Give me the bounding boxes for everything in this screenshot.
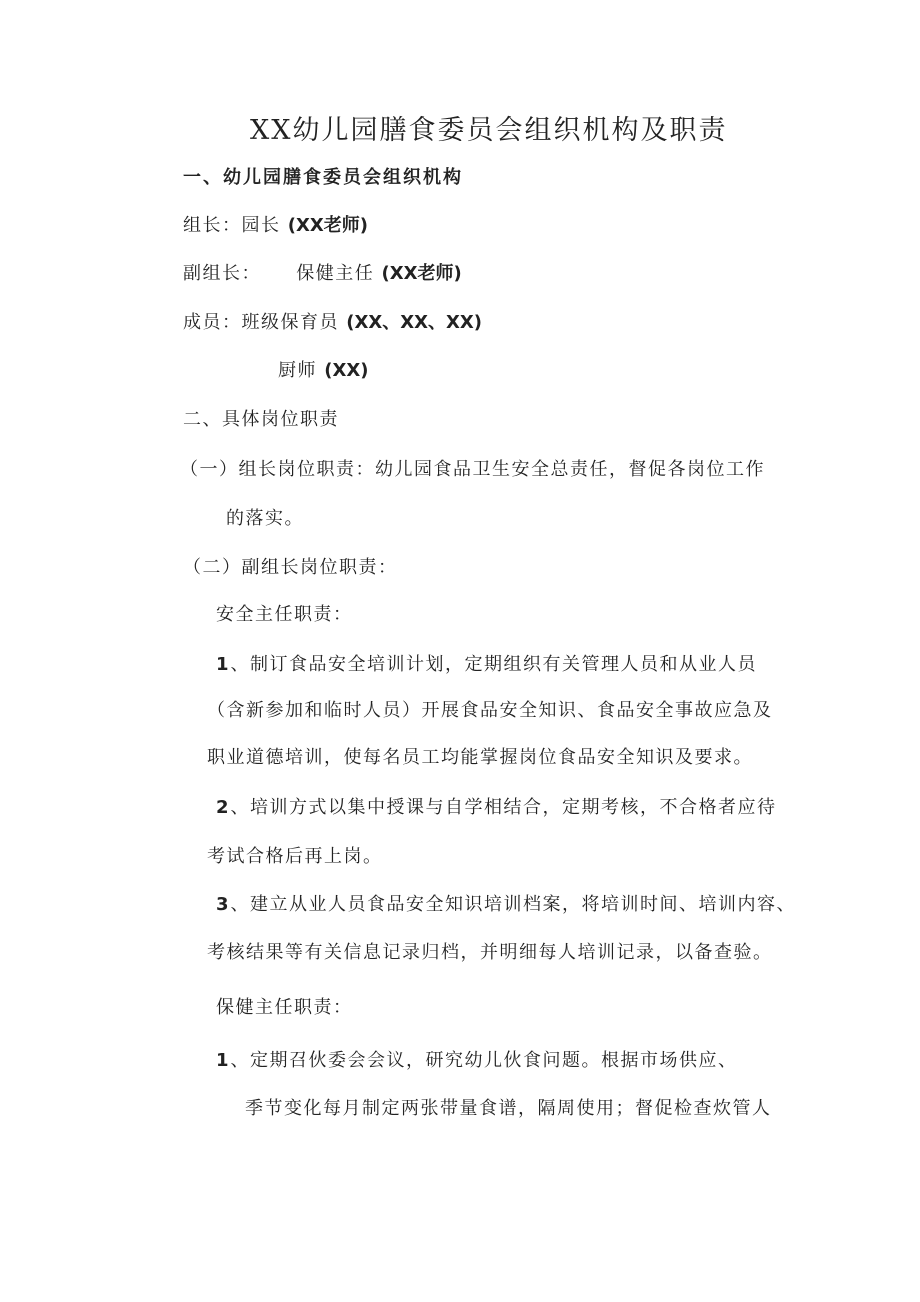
safety-item-2-line-1 <box>216 796 777 820</box>
deputy-role: 保健主任 <box>296 263 375 284</box>
leader-duty-line-2: 的落实。 <box>226 508 304 529</box>
health-director-heading: 保健主任职责： <box>216 997 353 1018</box>
document-title: XX幼儿园膳食委员会组织机构及职责 <box>250 115 728 146</box>
members-label: 成员：班级保育员 <box>183 312 339 333</box>
safety-director-heading: 安全主任职责： <box>216 604 353 625</box>
members-line <box>183 311 482 335</box>
safety-item-3-line-1 <box>216 893 796 917</box>
item-text: 、定期召伙委会会议，研究幼儿伙食问题。根据市场供应、 <box>230 1050 738 1071</box>
health-item-1-line-1 <box>216 1049 738 1073</box>
chef-name: (XX) <box>324 360 369 381</box>
item-number: 3 <box>216 894 229 915</box>
leader-label: 组长：园长 <box>183 215 281 236</box>
deputy-label: 副组长： <box>183 263 261 284</box>
deputy-name: (XX老师) <box>381 263 462 284</box>
deputy-duty-heading: （二）副组长岗位职责： <box>183 557 398 578</box>
item-text: 、培训方式以集中授课与自学相结合，定期考核，不合格者应待 <box>230 797 777 818</box>
leader-name: (XX老师) <box>287 215 368 236</box>
item-text: 、建立从业人员食品安全知识培训档案，将培训时间、培训内容、 <box>230 894 797 915</box>
item-number: 1 <box>216 654 229 675</box>
section-heading-duties: 二、具体岗位职责 <box>183 409 339 430</box>
safety-item-3-line-2: 考核结果等有关信息记录归档，并明细每人培训记录，以备查验。 <box>207 942 773 963</box>
item-number: 1 <box>216 1050 229 1071</box>
safety-item-1-line-3: 职业道德培训，使每名员工均能掌握岗位食品安全知识及要求。 <box>207 747 753 768</box>
item-number: 2 <box>216 797 229 818</box>
health-item-1-line-2: 季节变化每月制定两张带量食谱，隔周使用；督促检查炊管人 <box>245 1098 772 1119</box>
chef-line <box>278 359 368 383</box>
safety-item-1-line-1 <box>216 653 757 677</box>
section-heading-organization: 一、幼儿园膳食委员会组织机构 <box>183 167 463 188</box>
leader-duty-line-1: （一）组长岗位职责：幼儿园食品卫生安全总责任，督促各岗位工作 <box>180 459 765 480</box>
safety-item-1-line-2: （含新参加和临时人员）开展食品安全知识、食品安全事故应急及 <box>207 700 773 721</box>
safety-item-2-line-2: 考试合格后再上岗。 <box>207 846 383 867</box>
deputy-leader-line <box>183 262 462 286</box>
leader-line <box>183 214 368 238</box>
members-names: (XX、XX、XX) <box>346 312 482 333</box>
chef-label: 厨师 <box>278 360 317 381</box>
item-text: 、制订食品安全培训计划，定期组织有关管理人员和从业人员 <box>230 654 758 675</box>
